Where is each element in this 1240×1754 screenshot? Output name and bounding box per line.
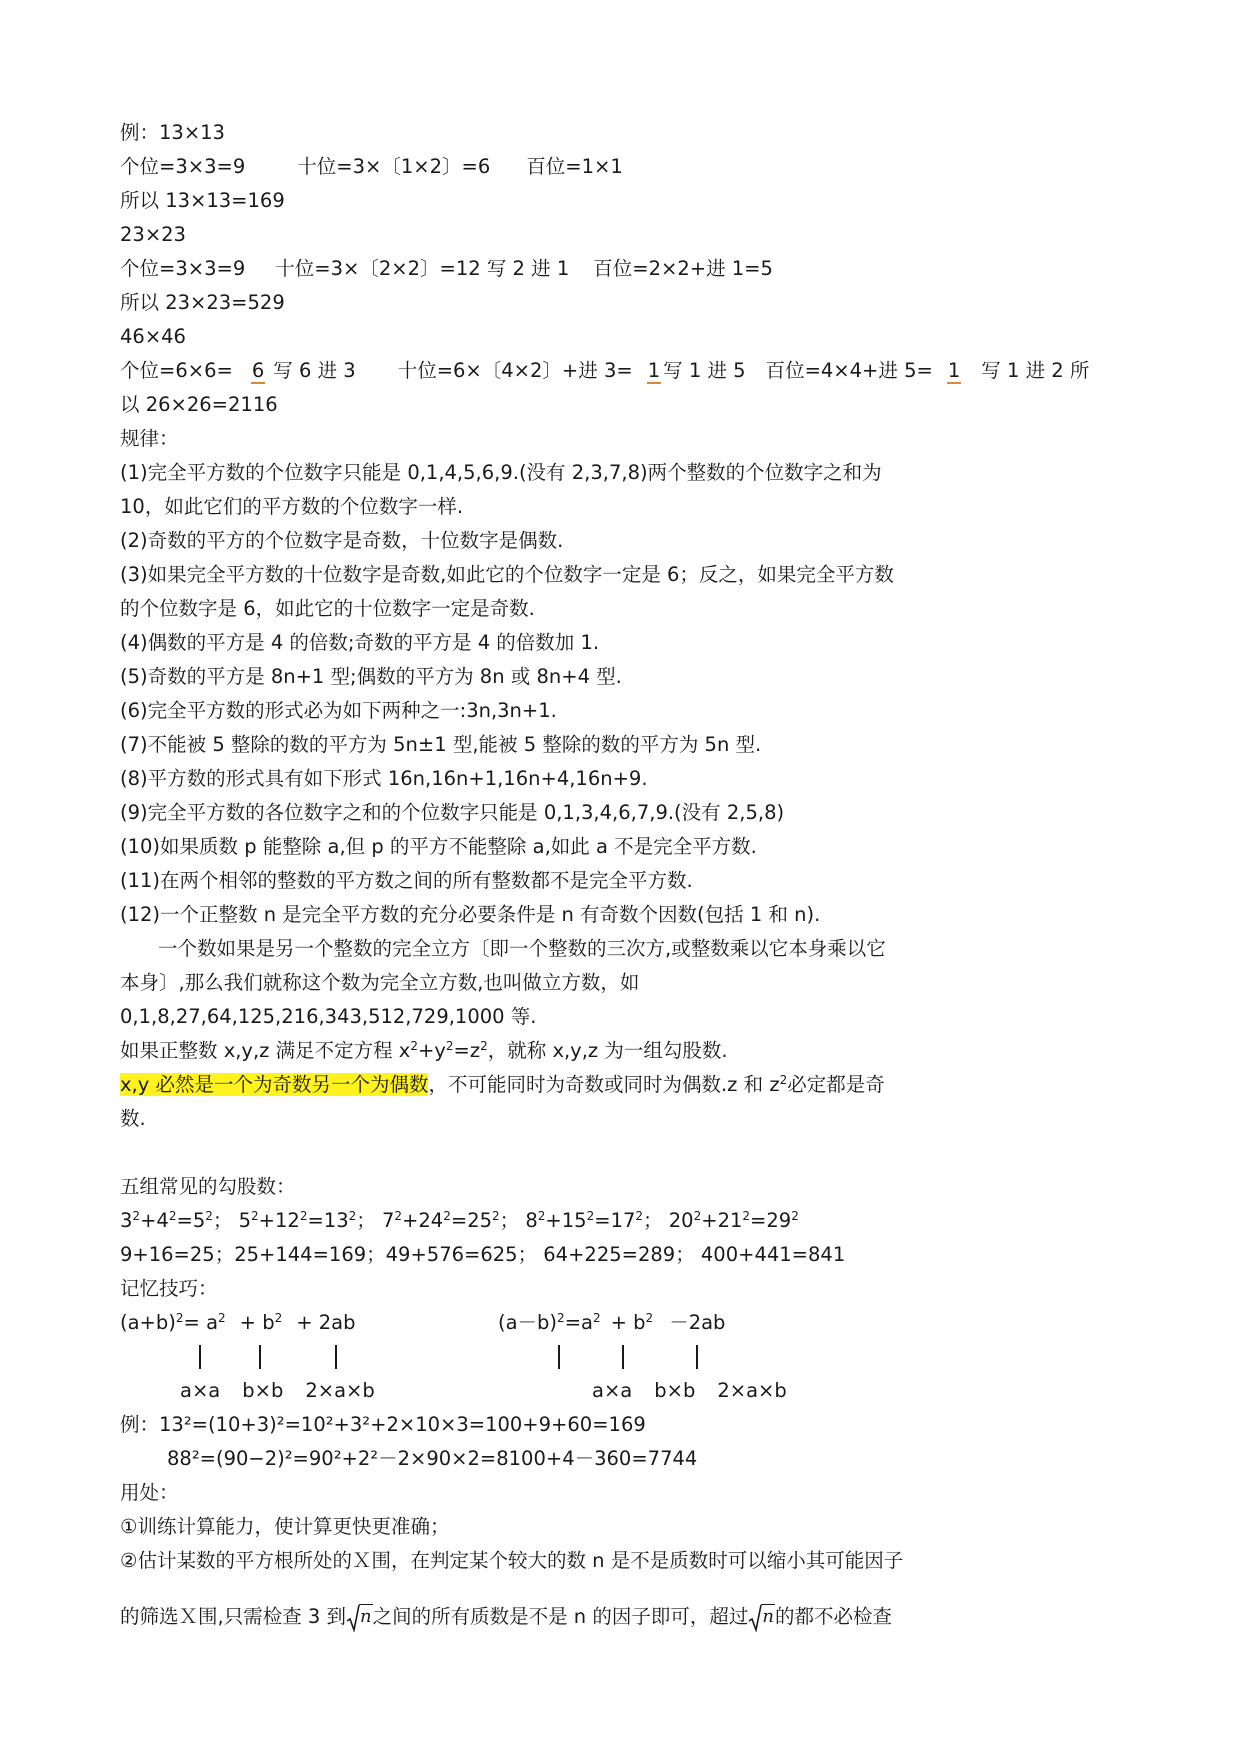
- def-prefix: 如果正整数 x,y,z 满足不定方程 x: [120, 1039, 411, 1062]
- formula-right-ab: －2ab: [669, 1311, 726, 1334]
- triple-term: 12: [274, 1209, 300, 1232]
- sqrt-n-var: n: [360, 1605, 372, 1627]
- connector-bar: [558, 1345, 560, 1369]
- highlighted-text: x,y 必然是一个为奇数另一个为偶数: [120, 1073, 429, 1096]
- parity-rest: ，不可能同时为奇数或同时为偶数.z 和 z: [428, 1073, 780, 1096]
- sup: 2: [132, 1209, 141, 1223]
- connector-bar: [335, 1345, 337, 1369]
- connector-bar: [696, 1345, 698, 1369]
- rule-line: (10)如果质数 p 能整除 a,但 p 的平方不能整除 a,如此 a 不是完全平方数.: [120, 835, 757, 858]
- sup: 2: [443, 1209, 451, 1223]
- pythagorean-definition: [120, 1034, 1120, 1068]
- example1-tens: 十位=3×〔1×2〕=6: [297, 155, 491, 178]
- pythagorean-parity-end: 数.: [120, 1107, 146, 1130]
- memory-heading: 记忆技巧：: [120, 1277, 218, 1300]
- rule-line: (3)如果完全平方数的十位数字是奇数,如此它的个位数字一定是 6；反之，如果完全平方数: [120, 563, 894, 586]
- connector-bar: [259, 1345, 261, 1369]
- rule-line: (4)偶数的平方是 4 的倍数;奇数的平方是 4 的倍数加 1.: [120, 631, 600, 654]
- label-a-squared: a×a: [592, 1379, 633, 1402]
- triple-term: 29: [766, 1209, 792, 1232]
- parity-tail: 必定都是奇: [787, 1073, 885, 1096]
- rule-line: (1)完全平方数的个位数字只能是 0,1,4,5,6,9.(没有 2,3,7,8)两个整数的个位数字之和为: [120, 461, 882, 484]
- rule-line: (6)完全平方数的形式必为如下两种之一:3n,3n+1.: [120, 699, 557, 722]
- sup: 2: [480, 1039, 488, 1053]
- sup: 2: [645, 1311, 654, 1325]
- usage-item-2: ②估计某数的平方根所处的Ｘ围，在判定某个较大的数 n 是不是质数时可以缩小其可能因子: [120, 1549, 904, 1572]
- example2-ones: 个位=3×3=9: [120, 257, 246, 280]
- sup: 2: [445, 1039, 454, 1053]
- example3-steps: [120, 354, 1120, 388]
- memory-labels-left: [180, 1374, 480, 1408]
- rule-line: (7)不能被 5 整除的数的平方为 5n±1 型,能被 5 整除的数的平方为 5n 型.: [120, 733, 762, 756]
- sqrt-n-symbol: [346, 1604, 373, 1632]
- worked-example-1: [120, 1408, 1120, 1442]
- example3-ones-prefix: 个位=6×6=: [120, 359, 233, 382]
- rule-line: 10，如此它们的平方数的个位数字一样.: [120, 495, 464, 518]
- label-a-squared: a×a: [180, 1379, 221, 1402]
- sup: 2: [348, 1209, 357, 1223]
- sup: 2: [635, 1209, 644, 1223]
- connector-bar: [622, 1345, 624, 1369]
- rule-line: (11)在两个相邻的整数的平方数之间的所有整数都不是完全平方数.: [120, 869, 693, 892]
- example-label: 例：: [120, 1413, 160, 1436]
- memory-formula-minus: [498, 1306, 898, 1340]
- example1-hundreds: 百位=1×1: [526, 155, 623, 178]
- sup: 2: [175, 1311, 184, 1325]
- usage-item-3: [120, 1600, 1120, 1634]
- triple-term: 25: [467, 1209, 493, 1232]
- example1-result: 所以 13×13=169: [120, 189, 285, 212]
- sup: 2: [693, 1209, 702, 1223]
- formula-right: (a－b): [498, 1311, 558, 1334]
- label-b-squared: b×b: [242, 1379, 284, 1402]
- example1-ones: 个位=3×3=9: [120, 155, 246, 178]
- label-b-squared: b×b: [654, 1379, 696, 1402]
- sup: 2: [742, 1209, 751, 1223]
- example3-tens-digit: 1: [647, 359, 661, 382]
- example2-title: 23×23: [120, 223, 186, 246]
- triple-term: 3: [120, 1209, 133, 1232]
- example3-hundreds-digit: 1: [947, 359, 961, 382]
- formula-right-eq: =a: [564, 1311, 593, 1334]
- formula-left-eq: = a: [183, 1311, 219, 1334]
- rule-line: (12)一个正整数 n 是完全平方数的充分必要条件是 n 有奇数个因数(包括 1 和 n).: [120, 903, 821, 926]
- def-suffix: ，就称 x,y,z 为一组勾股数.: [487, 1039, 728, 1062]
- pythagorean-triple: $5^2+12^2=13^2$: [238, 1209, 357, 1232]
- triple-term: 20: [668, 1209, 694, 1232]
- example2-tens: 十位=3×〔2×2〕=12 写 2 进 1: [275, 257, 570, 280]
- sup: 2: [791, 1209, 799, 1223]
- triple-term: 13: [323, 1209, 349, 1232]
- example-13-squared: 13²=(10+3)²=10²+3²+2×10×3=100+9+60=169: [159, 1413, 646, 1436]
- def-plus: +y: [418, 1039, 446, 1062]
- sup: 2: [299, 1209, 308, 1223]
- pythagorean-triple: $20^2+21^2=29^2$: [668, 1209, 799, 1232]
- usage-text-a: 的筛选Ｘ围,只需检查 3 到: [120, 1605, 347, 1628]
- example3-hundreds-prefix: 百位=4×4+进 5=: [765, 359, 933, 382]
- sup: 2: [537, 1209, 546, 1223]
- triple-term: 24: [418, 1209, 444, 1232]
- sup: 2: [557, 1311, 565, 1325]
- example3-tens-suffix: 写 1 进 5: [663, 359, 746, 382]
- connector-bar: [199, 1345, 201, 1369]
- cube-line-3: 0,1,8,27,64,125,216,343,512,729,1000 等.: [120, 1005, 537, 1028]
- usage-item-1: ①训练计算能力，使计算更快更准确；: [120, 1515, 450, 1538]
- pythagorean-triple: $3^2+4^2=5^2$: [120, 1209, 213, 1232]
- pythagorean-triple: $8^2+15^2=17^2$: [525, 1209, 644, 1232]
- usage-text-c: 的都不必检查: [774, 1605, 892, 1628]
- common-triples-sums: 9+16=25；25+144=169；49+576=625； 64+225=289； 400+441=841: [120, 1243, 846, 1266]
- sup: 2: [218, 1311, 226, 1325]
- formula-left: (a+b): [120, 1311, 176, 1334]
- cube-line-2: 本身〕,那么我们就称这个数为完全立方数,也叫做立方数，如: [120, 971, 640, 994]
- triple-term: 7: [381, 1209, 395, 1232]
- example3-ones-digit: 6: [251, 359, 265, 382]
- example1-title: 例：13×13: [120, 121, 225, 144]
- example3-title: 46×46: [120, 325, 186, 348]
- common-triples-equations: $3^2+4^2=5^2$； $5^2+12^2=13^2$； $7^2+24^2=25^2$； $8^2+15^2=17^2$； $20^2+21^2=29^2$: [120, 1209, 799, 1232]
- formula-left-b: + b: [239, 1311, 275, 1334]
- rule-line: (9)完全平方数的各位数字之和的个位数字只能是 0,1,3,4,6,7,9.(没有 2,5,8): [120, 801, 785, 824]
- usage-text-b: 之间的所有质数是不是 n 的因子即可，超过: [372, 1605, 749, 1628]
- triple-term: 5: [192, 1209, 206, 1232]
- sup: 2: [274, 1311, 283, 1325]
- triple-term: 5: [238, 1209, 251, 1232]
- usage-heading: 用处：: [120, 1481, 179, 1504]
- common-triples-heading: 五组常见的勾股数：: [120, 1175, 296, 1198]
- sup: 2: [251, 1209, 259, 1223]
- example3-hundreds-suffix: 写 1 进 2 所: [981, 359, 1090, 382]
- triple-term: 17: [610, 1209, 636, 1232]
- cube-line-1: 一个数如果是另一个整数的完全立方〔即一个整数的三次方,或整数乘以它本身乘以它: [158, 937, 886, 960]
- example3-ones-suffix: 写 6 进 3: [273, 359, 356, 382]
- example1-steps: [120, 150, 1120, 184]
- sup: 2: [592, 1311, 601, 1325]
- triple-term: 4: [156, 1209, 169, 1232]
- label-2ab: 2×a×b: [305, 1379, 375, 1402]
- sup: 2: [410, 1039, 418, 1053]
- triple-term: 21: [717, 1209, 743, 1232]
- pythagorean-parity: [120, 1068, 1120, 1102]
- rule-line: 的个位数字是 6，如此它的十位数字一定是奇数.: [120, 597, 535, 620]
- triple-term: 15: [561, 1209, 587, 1232]
- sup: 2: [779, 1073, 788, 1087]
- memory-labels-right: [592, 1374, 892, 1408]
- label-2ab: 2×a×b: [717, 1379, 787, 1402]
- def-eq: =z: [453, 1039, 481, 1062]
- sup: 2: [394, 1209, 403, 1223]
- sup: 2: [586, 1209, 595, 1223]
- sup: 2: [205, 1209, 213, 1223]
- rule-line: (8)平方数的形式具有如下形式 16n,16n+1,16n+4,16n+9.: [120, 767, 648, 790]
- rules-heading: 规律：: [120, 427, 179, 450]
- example3-tens-prefix: 十位=6×〔4×2〕+进 3=: [397, 359, 633, 382]
- sqrt-n-var: n: [762, 1605, 774, 1627]
- rule-line: (2)奇数的平方的个位数字是奇数，十位数字是偶数.: [120, 529, 564, 552]
- example2-result: 所以 23×23=529: [120, 291, 285, 314]
- sqrt-n-symbol: [748, 1604, 775, 1632]
- formula-right-b: + b: [610, 1311, 646, 1334]
- sup: 2: [492, 1209, 500, 1223]
- worked-example-2: 88²=(90−2)²=90²+2²－2×90×2=8100+4－360=7744: [167, 1447, 698, 1470]
- pythagorean-triple: $7^2+24^2=25^2$: [381, 1209, 500, 1232]
- sup: 2: [168, 1209, 177, 1223]
- triple-term: 8: [525, 1209, 538, 1232]
- example2-steps: [120, 252, 1120, 286]
- formula-left-ab: + 2ab: [296, 1311, 356, 1334]
- rule-line: (5)奇数的平方是 8n+1 型;偶数的平方为 8n 或 8n+4 型.: [120, 665, 622, 688]
- example2-hundreds: 百位=2×2+进 1=5: [593, 257, 773, 280]
- example3-result: 以 26×26=2116: [120, 393, 278, 416]
